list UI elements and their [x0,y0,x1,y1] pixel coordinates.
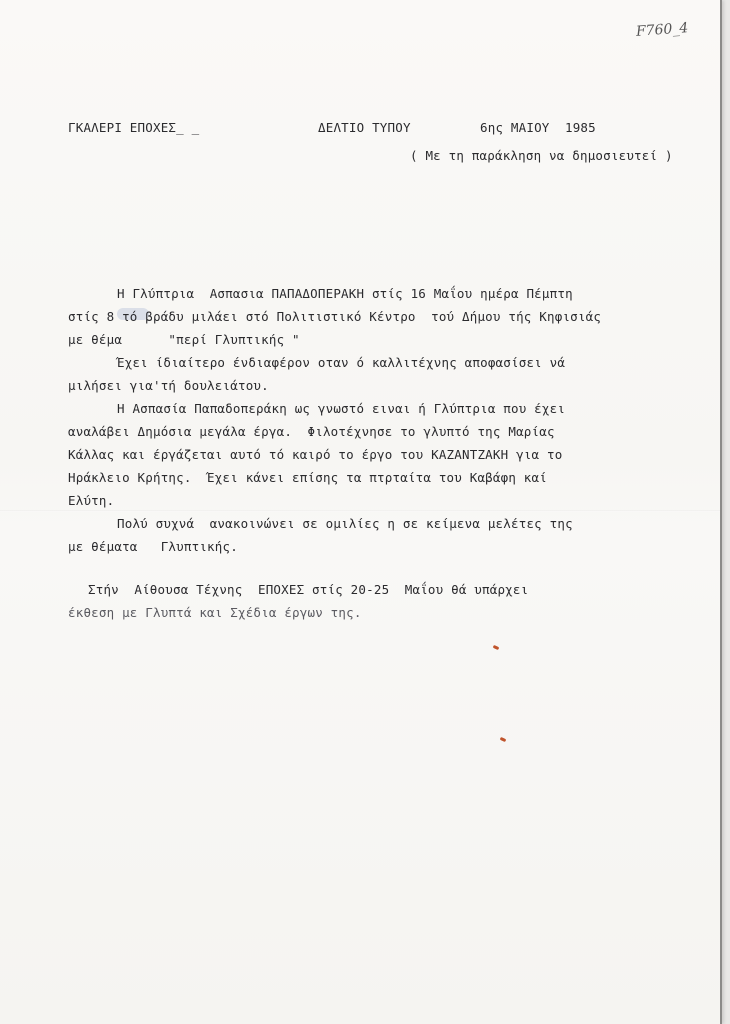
body-line: Ηράκλειο Κρήτης. Έχει κάνει επίσης τα πτρταίτα του Καβάφη καί [68,470,547,485]
paper-fold-line [0,510,722,512]
archive-reference: F760_4 [635,20,689,40]
release-date: 6ης ΜΑΙΟΥ 1985 [480,120,596,135]
gallery-name: ΓΚΑΛΕΡΙ ΕΠΟΧΕΣ_ _ [68,120,200,135]
body-line: Στήν Αίθουσα Τέχνης ΕΠΟΧΕΣ στίς 20-25 Μαΐου θά υπάρχει [88,582,529,597]
body-line: στίς 8 τό βράδυ μιλάει στό Πολιτιστικό Κέντρο τού Δήμου τής Κηφισιάς [68,309,602,324]
body-line: Έχει ίδιαίτερο ένδιαφέρον οταν ό καλλιτέχνης αποφασίσει νά [117,355,566,370]
body-line: Η Ασπασία Παπαδοπεράκη ως γνωστό ειναι ή Γλύπτρια που έχει [117,401,566,416]
body-line: αναλάβει Δημόσια μεγάλα έργα. Φιλοτέχνησε το γλυπτό της Μαρίας [68,424,555,439]
body-line: Κάλλας και έργάζεται αυτό τό καιρό το έργο του ΚΑΖΑΝΤΖΑΚΗ για το [68,447,563,462]
body-line: Ελύτη. [68,493,115,508]
red-ink-speck [500,737,507,742]
page-edge [720,0,722,1024]
body-line: έκθεση με Γλυπτά και Σχέδια έργων της. [68,605,362,620]
red-ink-speck [493,645,500,650]
publication-request-note: ( Με τη παράκληση να δημοσιευτεί ) [410,148,673,163]
body-line: με θέμα "περί Γλυπτικής " [68,332,300,347]
body-line: με θέματα Γλυπτικής. [68,539,238,554]
press-release-title: ΔΕΛΤΙΟ ΤΥΠΟΥ [318,120,411,135]
body-line: μιλήσει για'τή δουλειάτου. [68,378,269,393]
body-line: Η Γλύπτρια Ασπασια ΠΑΠΑΔΟΠΕΡΑΚΗ στίς 16 Μαΐου ημέρα Πέμπτη [117,286,573,301]
body-line: Πολύ συχνά ανακοινώνει σε ομιλίες η σε κείμενα μελέτες της [117,516,573,531]
